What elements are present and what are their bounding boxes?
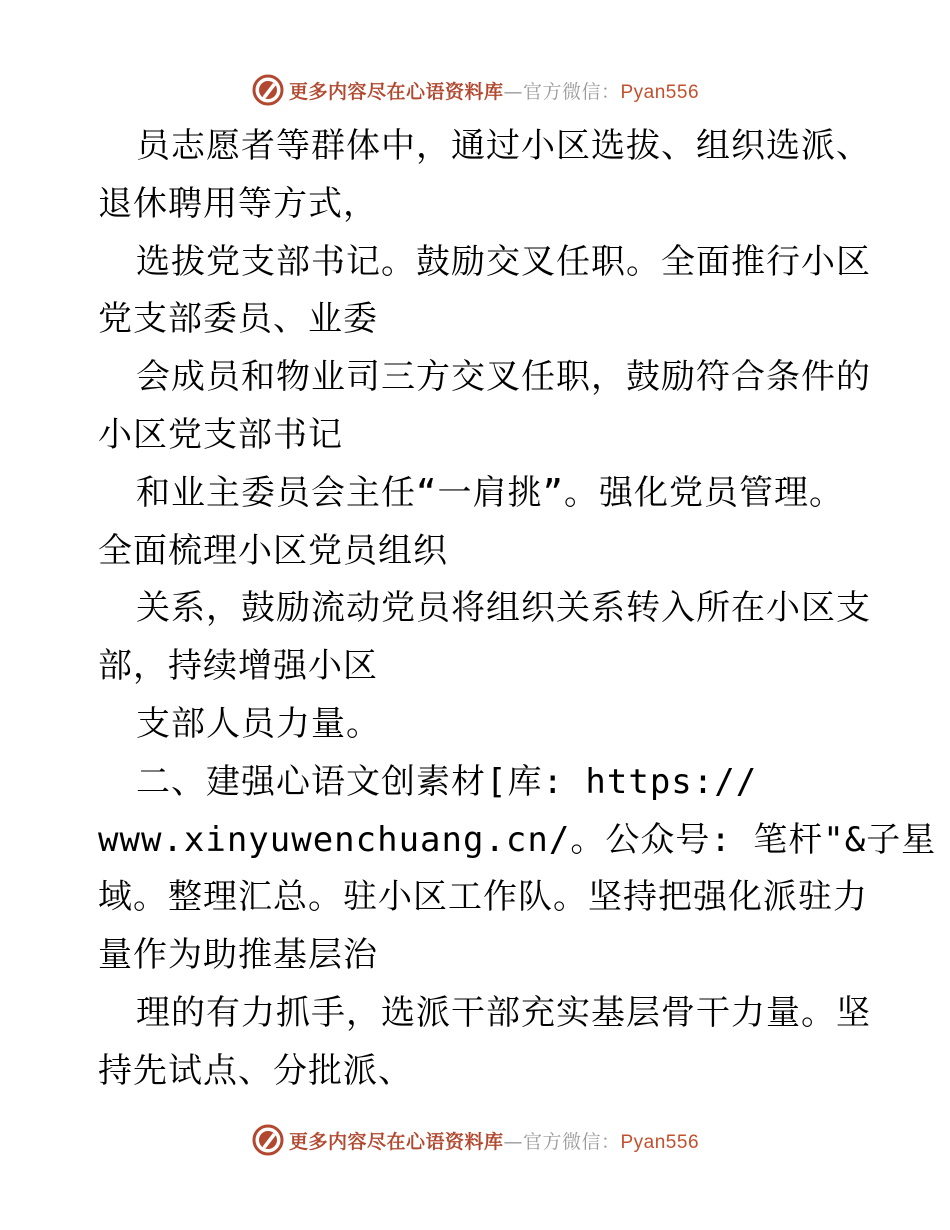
watermark-wechat-id: Pyan556 [620, 81, 700, 103]
watermark-text [289, 77, 699, 104]
text-line: 退休聘用等方式， [98, 183, 378, 224]
text-line: 理的有力抓手，选派干部充实基层骨干力量。坚 [136, 992, 871, 1033]
header-watermark [0, 70, 950, 110]
text-line: 员志愿者等群体中，通过小区选拔、组织选派、 [136, 126, 871, 166]
text-line: 关系，鼓励流动党员将组织关系转入所在小区支 [136, 588, 871, 629]
text-line: 量作为助推基层治 [98, 935, 378, 976]
text-line: 党支部委员、业委 [98, 299, 378, 340]
text-line: 小区党支部书记 [98, 414, 343, 455]
document-body [98, 118, 937, 1101]
pen-circle-logo-icon [251, 1123, 285, 1157]
watermark-brand: 更多内容尽在心语资料库 [288, 80, 504, 103]
text-line: 持先试点、分批派、 [98, 1050, 413, 1091]
text-line: 全面梳理小区党员组织 [98, 530, 448, 571]
text-line: 和业主委员会主任“一肩挑”。强化党员管理。 [136, 472, 844, 513]
text-line: 支部人员力量。 [136, 703, 381, 744]
text-line: 选拔党支部书记。鼓励交叉任职。全面推行小区 [136, 241, 871, 282]
text-line: 部，持续增强小区 [98, 646, 378, 687]
watermark-text [289, 1127, 699, 1154]
footer-watermark [0, 1120, 950, 1160]
watermark-brand: 更多内容尽在心语资料库 [288, 1130, 504, 1153]
text-line: www.xinyuwenchuang.cn/。公众号: 笔杆"&子星 [98, 819, 937, 860]
watermark-wechat-id: Pyan556 [620, 1131, 700, 1153]
text-line: 域。整理汇总。驻小区工作队。坚持把强化派驻力 [98, 877, 868, 918]
watermark-official: 官方微信： [522, 80, 621, 103]
watermark-dash: — [503, 1130, 523, 1153]
watermark-official: 官方微信： [522, 1130, 621, 1153]
text-line: 会成员和物业司三方交叉任职，鼓励符合条件的 [136, 357, 871, 398]
text-line: 二、建强心语文创素材[库: https:// [136, 761, 758, 802]
watermark-dash: — [503, 80, 523, 103]
pen-circle-logo-icon [251, 73, 285, 107]
